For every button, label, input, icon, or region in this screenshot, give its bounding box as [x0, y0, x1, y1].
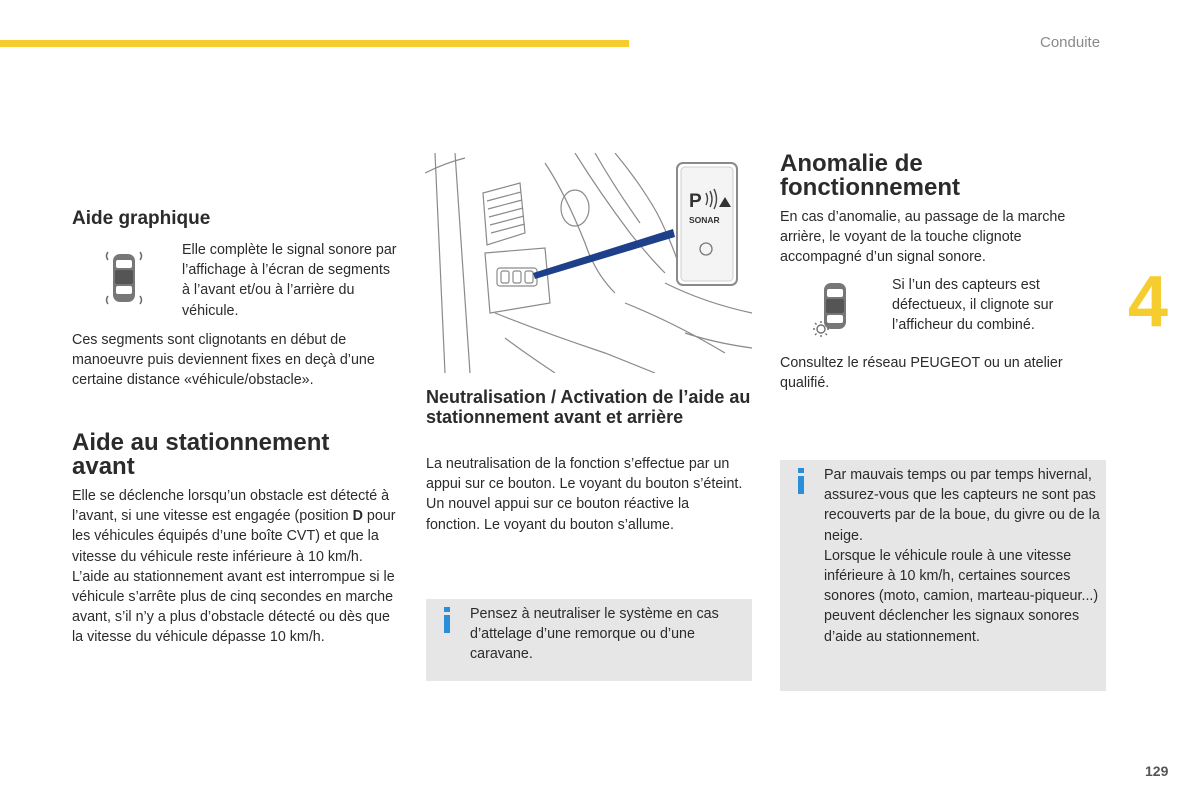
page-number: 129	[1145, 763, 1169, 779]
info-box-remorque	[426, 599, 752, 681]
neutralisation-para1: La neutralisation de la fonction s’effectue par un appui sur ce bouton. Le voyant du bouton s’éteint.	[426, 456, 743, 493]
chapter-number: 4	[1128, 262, 1169, 342]
anomalie-icon-text: Si l’un des capteurs est défectueux, il clignote sur l’afficheur du combiné.	[892, 277, 1054, 334]
parking-sensor-display-icon	[100, 248, 148, 308]
info-icon	[440, 607, 454, 633]
neutralisation-body	[426, 454, 746, 535]
neutralisation-para2: Un nouvel appui sur ce bouton réactive la fonction. Le voyant du bouton s’allume.	[426, 496, 690, 533]
aide-avant-body	[72, 486, 402, 648]
neutralisation-title: Neutralisation / Activation de l’aide au stationnement avant et arrière	[426, 387, 751, 427]
info-meteo-body	[824, 465, 1100, 647]
aide-avant-para1: Elle se déclenche lorsqu’un obstacle est détecté à l’avant, si une vitesse est engagée (position D pour les véhicules équipés d’une boîte CVT) et que la vitesse du véhicule reste inférieure à 10 km/h.	[72, 488, 396, 565]
top-accent-bar	[0, 40, 629, 47]
aide-avant-para2: L’aide au stationnement avant est interrompue si le véhicule s’arrête plus de cinq secondes en marche avant, s’il n’y a plus d’obstacle détecté ou dès que la vitesse du véhicule dépasse 10 km/h.	[72, 568, 395, 646]
anomalie-para1: En cas d’anomalie, au passage de la marche arrière, le voyant de la touche clignote accompagné d’un signal sonore.	[780, 209, 1066, 266]
info-remorque-text: Pensez à neutraliser le système en cas d’attelage d’une remorque ou d’une caravane.	[470, 606, 719, 663]
sonar-button-sonar-label: SONAR	[689, 215, 720, 225]
anomalie-title: Anomalie de fonctionnement	[780, 150, 960, 201]
faulty-sensor-icon	[810, 281, 856, 341]
section-label: Conduite	[1040, 34, 1101, 51]
aide-avant-title: Aide au stationnement avant	[72, 429, 330, 480]
info-meteo-para2: Lorsque le véhicule roule à une vitesse inférieure à 10 km/h, certaines sources sonores (moto, camion, marteau-piqueur...) peuvent déclencher les signaux sonores d’aide au stationnement.	[824, 547, 1099, 645]
dashboard-illustration	[425, 153, 752, 373]
aide-graphique-icon-text: Elle complète le signal sonore par l’affichage à l’écran de segments à l’avant et/ou à l’arrière du véhicule.	[182, 242, 397, 319]
sonar-button-p-label: P	[689, 191, 702, 212]
info-box-meteo	[780, 460, 1106, 691]
info-icon	[794, 468, 808, 494]
info-meteo-para1: Par mauvais temps ou par temps hivernal, assurez-vous que les capteurs ne sont pas recouverts par de la boue, du givre ou de la neige.	[824, 467, 1100, 544]
aide-graphique-title: Aide graphique	[72, 208, 211, 229]
anomalie-para2: Consultez le réseau PEUGEOT ou un atelier qualifié.	[780, 355, 1063, 392]
aide-graphique-body: Ces segments sont clignotants en début de manoeuvre puis deviennent fixes en deçà d’une certaine distance «véhicule/obstacle».	[72, 332, 375, 389]
